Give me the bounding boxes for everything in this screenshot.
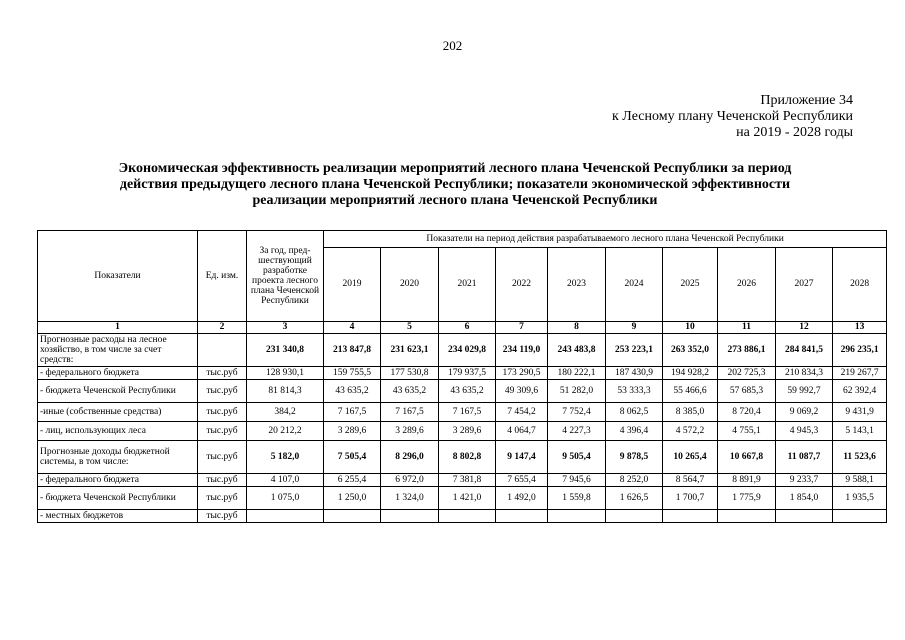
value-cell: 7 945,6: [548, 474, 606, 487]
value-cell: 4 945,3: [776, 422, 833, 441]
value-cell: 7 454,2: [496, 403, 548, 422]
value-cell: 3 289,6: [381, 422, 439, 441]
row-unit: тыс.руб: [198, 510, 247, 523]
page-number: 202: [442, 38, 463, 53]
table-row: [38, 474, 887, 487]
value-cell: 7 167,5: [381, 403, 439, 422]
value-cell: 7 167,5: [324, 403, 381, 422]
header-indicators: Показатели: [38, 231, 198, 322]
value-cell: 43 635,2: [381, 380, 439, 403]
value-cell: 4 227,3: [548, 422, 606, 441]
efficiency-table: [37, 230, 887, 523]
title-line-1: Экономическая эффективность реализации мероприятий лесного плана Чеченской Республики за период: [118, 161, 792, 176]
row-unit: тыс.руб: [198, 441, 247, 474]
header-year: 2025: [663, 248, 718, 322]
value-cell: 4 107,0: [247, 474, 324, 487]
column-number: 11: [718, 322, 776, 334]
value-cell: 253 223,1: [606, 334, 663, 367]
value-cell: 57 685,3: [718, 380, 776, 403]
row-label: - бюджета Чеченской Республики: [38, 487, 198, 510]
column-number: 7: [496, 322, 548, 334]
value-cell: 43 635,2: [324, 380, 381, 403]
row-unit: тыс.руб: [198, 403, 247, 422]
column-number: 9: [606, 322, 663, 334]
value-cell: 1 250,0: [324, 487, 381, 510]
value-cell: 20 212,2: [247, 422, 324, 441]
value-cell: 1 559,8: [548, 487, 606, 510]
value-cell: 234 029,8: [439, 334, 496, 367]
column-number: 5: [381, 322, 439, 334]
document-title: [70, 161, 840, 209]
table-row: [38, 487, 887, 510]
value-cell: 6 255,4: [324, 474, 381, 487]
value-cell: 1 492,0: [496, 487, 548, 510]
value-cell: 8 564,7: [663, 474, 718, 487]
value-cell: 4 064,7: [496, 422, 548, 441]
value-cell: 9 588,1: [833, 474, 887, 487]
value-cell: 1 626,5: [606, 487, 663, 510]
column-number: 2: [198, 322, 247, 334]
value-cell: 59 992,7: [776, 380, 833, 403]
value-cell: 1 775,9: [718, 487, 776, 510]
value-cell: 8 296,0: [381, 441, 439, 474]
appendix-reference: [612, 93, 853, 141]
value-cell: 219 267,7: [833, 367, 887, 380]
value-cell: [833, 510, 887, 523]
value-cell: 1 421,0: [439, 487, 496, 510]
table-row: [38, 334, 887, 367]
value-cell: 7 505,4: [324, 441, 381, 474]
value-cell: 231 340,8: [247, 334, 324, 367]
header-unit: Ед. изм.: [198, 231, 247, 322]
row-unit: тыс.руб: [198, 367, 247, 380]
value-cell: 4 755,1: [718, 422, 776, 441]
value-cell: 10 265,4: [663, 441, 718, 474]
header-year: 2024: [606, 248, 663, 322]
header-year: 2026: [718, 248, 776, 322]
value-cell: 180 222,1: [548, 367, 606, 380]
table-row: [38, 422, 887, 441]
row-unit: тыс.руб: [198, 487, 247, 510]
value-cell: 11 523,6: [833, 441, 887, 474]
value-cell: 7 655,4: [496, 474, 548, 487]
header-period-group: Показатели на период действия разрабатываемого лесного плана Чеченской Республики: [324, 231, 887, 248]
row-label: - федерального бюджета: [38, 474, 198, 487]
value-cell: 9 233,7: [776, 474, 833, 487]
value-cell: 9 069,2: [776, 403, 833, 422]
value-cell: 213 847,8: [324, 334, 381, 367]
appendix-line-3: на 2019 - 2028 годы: [736, 125, 853, 140]
row-label: Прогнозные доходы бюджетной системы, в том числе:: [38, 441, 198, 474]
value-cell: 234 119,0: [496, 334, 548, 367]
value-cell: 243 483,8: [548, 334, 606, 367]
column-number: 1: [38, 322, 198, 334]
value-cell: [776, 510, 833, 523]
row-label: - местных бюджетов: [38, 510, 198, 523]
value-cell: 263 352,0: [663, 334, 718, 367]
header-year: 2027: [776, 248, 833, 322]
header-year: 2023: [548, 248, 606, 322]
value-cell: 3 289,6: [324, 422, 381, 441]
header-year: 2021: [439, 248, 496, 322]
value-cell: [548, 510, 606, 523]
value-cell: 9 505,4: [548, 441, 606, 474]
value-cell: 7 381,8: [439, 474, 496, 487]
value-cell: 187 430,9: [606, 367, 663, 380]
header-year: 2028: [833, 248, 887, 322]
row-label: Прогнозные расходы на лесное хозяйство, в том числе за счет средств:: [38, 334, 198, 367]
value-cell: 8 252,0: [606, 474, 663, 487]
row-label: - федерального бюджета: [38, 367, 198, 380]
value-cell: [718, 510, 776, 523]
row-label: - бюджета Чеченской Республики: [38, 380, 198, 403]
value-cell: 1 075,0: [247, 487, 324, 510]
value-cell: 53 333,3: [606, 380, 663, 403]
value-cell: 177 530,8: [381, 367, 439, 380]
value-cell: 296 235,1: [833, 334, 887, 367]
value-cell: 1 700,7: [663, 487, 718, 510]
column-number: 8: [548, 322, 606, 334]
value-cell: 4 396,4: [606, 422, 663, 441]
row-unit: [198, 334, 247, 367]
value-cell: 51 282,0: [548, 380, 606, 403]
column-number: 3: [247, 322, 324, 334]
value-cell: 1 324,0: [381, 487, 439, 510]
title-line-3: реализации мероприятий лесного плана Чеченской Республики: [252, 193, 658, 208]
value-cell: [496, 510, 548, 523]
value-cell: 159 755,5: [324, 367, 381, 380]
value-cell: [606, 510, 663, 523]
value-cell: [381, 510, 439, 523]
value-cell: [324, 510, 381, 523]
row-unit: тыс.руб: [198, 380, 247, 403]
value-cell: 384,2: [247, 403, 324, 422]
value-cell: 273 886,1: [718, 334, 776, 367]
value-cell: 11 087,7: [776, 441, 833, 474]
header-year: 2020: [381, 248, 439, 322]
value-cell: 5 143,1: [833, 422, 887, 441]
column-number: 12: [776, 322, 833, 334]
title-line-2: действия предыдущего лесного плана Чеченской Республики; показатели экономической эффективности: [119, 177, 791, 192]
value-cell: 231 623,1: [381, 334, 439, 367]
row-unit: тыс.руб: [198, 474, 247, 487]
header-year: 2022: [496, 248, 548, 322]
value-cell: 194 928,2: [663, 367, 718, 380]
value-cell: 210 834,3: [776, 367, 833, 380]
value-cell: 43 635,2: [439, 380, 496, 403]
row-label: - лиц, использующих леса: [38, 422, 198, 441]
table-row: [38, 510, 887, 523]
column-number: 4: [324, 322, 381, 334]
value-cell: 8 802,8: [439, 441, 496, 474]
value-cell: 5 182,0: [247, 441, 324, 474]
header-year: 2019: [324, 248, 381, 322]
value-cell: 8 062,5: [606, 403, 663, 422]
value-cell: 7 752,4: [548, 403, 606, 422]
value-cell: 9 431,9: [833, 403, 887, 422]
value-cell: 179 937,5: [439, 367, 496, 380]
column-number: 10: [663, 322, 718, 334]
appendix-line-2: к Лесному плану Чеченской Республики: [612, 109, 853, 124]
value-cell: 62 392,4: [833, 380, 887, 403]
value-cell: 10 667,8: [718, 441, 776, 474]
value-cell: 7 167,5: [439, 403, 496, 422]
value-cell: 6 972,0: [381, 474, 439, 487]
value-cell: 8 891,9: [718, 474, 776, 487]
value-cell: 1 935,5: [833, 487, 887, 510]
value-cell: 284 841,5: [776, 334, 833, 367]
column-number-row: [38, 322, 887, 334]
appendix-line-1: Приложение 34: [760, 93, 853, 108]
table-row: [38, 367, 887, 380]
table-row: [38, 441, 887, 474]
value-cell: 49 309,6: [496, 380, 548, 403]
value-cell: 1 854,0: [776, 487, 833, 510]
value-cell: [439, 510, 496, 523]
value-cell: 8 385,0: [663, 403, 718, 422]
value-cell: 173 290,5: [496, 367, 548, 380]
row-label: -иные (собственные средства): [38, 403, 198, 422]
value-cell: 202 725,3: [718, 367, 776, 380]
value-cell: [247, 510, 324, 523]
header-previous-year: За год, пред-шествующий разработке проекта лесного плана Чеченской Республики: [247, 231, 324, 322]
value-cell: [663, 510, 718, 523]
value-cell: 128 930,1: [247, 367, 324, 380]
column-number: 6: [439, 322, 496, 334]
value-cell: 81 814,3: [247, 380, 324, 403]
value-cell: 55 466,6: [663, 380, 718, 403]
column-number: 13: [833, 322, 887, 334]
row-unit: тыс.руб: [198, 422, 247, 441]
value-cell: 9 878,5: [606, 441, 663, 474]
value-cell: 8 720,4: [718, 403, 776, 422]
table-row: [38, 403, 887, 422]
value-cell: 3 289,6: [439, 422, 496, 441]
table-row: [38, 380, 887, 403]
value-cell: 4 572,2: [663, 422, 718, 441]
value-cell: 9 147,4: [496, 441, 548, 474]
